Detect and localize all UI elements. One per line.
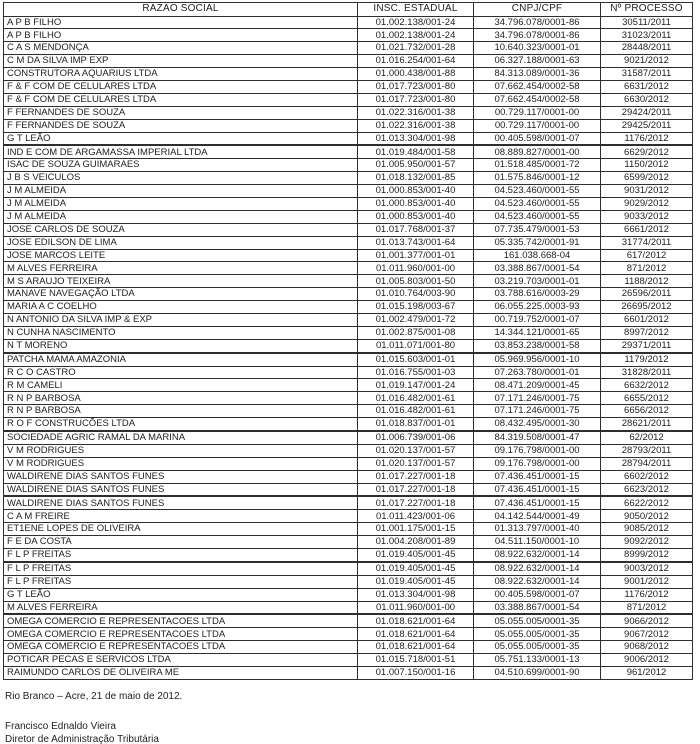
cell-razao-social: F & F COM DE CELULARES LTDA [4, 93, 358, 106]
cell-insc-estadual: 01.002.479/001-72 [358, 313, 474, 326]
cell-razao-social: F FERNANDES DE SOUZA [4, 106, 358, 119]
cell-cnpj-cpf: 01.575.846/0001-12 [474, 172, 601, 185]
cell-processo: 28793/2011 [601, 444, 693, 457]
cell-cnpj-cpf: 07.735.479/0001-53 [474, 223, 601, 236]
cell-processo: 9029/2012 [601, 197, 693, 210]
cell-cnpj-cpf: 00.405.598/0001-07 [474, 132, 601, 145]
cell-processo: 29371/2011 [601, 339, 693, 352]
cell-razao-social: G T LEÃO [4, 132, 358, 145]
table-row [4, 523, 693, 536]
cell-cnpj-cpf: 04.523.460/0001-55 [474, 197, 601, 210]
cell-razao-social: OMEGA COMERCIO E REPRESENTACOES LTDA [4, 628, 358, 641]
table-row [4, 145, 693, 158]
cell-razao-social: M S ARAUJO TEIXEIRA [4, 275, 358, 288]
cell-processo: 29424/2011 [601, 106, 693, 119]
table-row [4, 172, 693, 185]
cell-insc-estadual: 01.020.137/001-57 [358, 444, 474, 457]
cell-cnpj-cpf: 14.344.121/0001-65 [474, 326, 601, 339]
cell-processo: 9066/2012 [601, 614, 693, 627]
table-row [4, 275, 693, 288]
cell-cnpj-cpf: 03.788.616/0003-29 [474, 288, 601, 301]
table-row [4, 132, 693, 145]
cell-cnpj-cpf: 34.796.078/0001-86 [474, 16, 601, 29]
cell-processo: 1176/2012 [601, 132, 693, 145]
table-body [4, 16, 693, 679]
cell-cnpj-cpf: 07.436.451/0001-15 [474, 496, 601, 509]
cell-razao-social: R M CAMELI [4, 379, 358, 392]
cell-cnpj-cpf: 07.436.451/0001-15 [474, 470, 601, 483]
cell-insc-estadual: 01.017.227/001-18 [358, 470, 474, 483]
cell-razao-social: J M ALMEIDA [4, 210, 358, 223]
table-row [4, 614, 693, 627]
cell-processo: 9068/2012 [601, 641, 693, 654]
cell-processo: 28621/2011 [601, 418, 693, 431]
table-row [4, 210, 693, 223]
cell-processo: 871/2012 [601, 601, 693, 614]
cell-processo: 26596/2011 [601, 288, 693, 301]
cell-razao-social: ISAC DE SOUZA GUIMARAES [4, 159, 358, 172]
cell-insc-estadual: 01.019.405/001-45 [358, 562, 474, 575]
cell-insc-estadual: 01.002.875/001-08 [358, 326, 474, 339]
cell-insc-estadual: 01.016.254/001-64 [358, 55, 474, 68]
table-row [4, 223, 693, 236]
document-footer [5, 691, 700, 744]
cell-razao-social: R N P BARBOSA [4, 405, 358, 418]
cell-insc-estadual: 01.019.147/001-24 [358, 379, 474, 392]
cell-cnpj-cpf: 08.922.632/0001-14 [474, 549, 601, 562]
cell-processo: 29425/2011 [601, 119, 693, 132]
cell-cnpj-cpf: 04.142.544/0001-49 [474, 510, 601, 523]
cell-razao-social: R N P BARBOSA [4, 392, 358, 405]
cell-razao-social: M ALVES FERREIRA [4, 262, 358, 275]
table-row [4, 93, 693, 106]
cell-processo: 871/2012 [601, 262, 693, 275]
cell-cnpj-cpf: 05.335.742/0001-91 [474, 236, 601, 249]
cell-processo: 8997/2012 [601, 326, 693, 339]
cell-processo: 9001/2012 [601, 575, 693, 588]
process-table [3, 2, 693, 680]
cell-insc-estadual: 01.019.405/001-45 [358, 575, 474, 588]
cell-cnpj-cpf: 00.719.752/0001-07 [474, 313, 601, 326]
cell-insc-estadual: 01.017.723/001-80 [358, 80, 474, 93]
table-row [4, 431, 693, 444]
cell-razao-social: J B S VEICULOS [4, 172, 358, 185]
table-row [4, 562, 693, 575]
cell-razao-social: RAIMUNDO CARLOS DE OLIVEIRA ME [4, 667, 358, 680]
cell-cnpj-cpf: 08.432.495/0001-30 [474, 418, 601, 431]
table-row [4, 55, 693, 68]
cell-razao-social: A P B FILHO [4, 29, 358, 42]
cell-cnpj-cpf: 01.518.485/0001-72 [474, 159, 601, 172]
table-row [4, 29, 693, 42]
cell-razao-social: IND E COM DE ARGAMASSA IMPERIAL LTDA [4, 145, 358, 158]
cell-cnpj-cpf: 07.436.451/0001-15 [474, 483, 601, 496]
cell-insc-estadual: 01.016.482/001-61 [358, 392, 474, 405]
table-row [4, 405, 693, 418]
cell-insc-estadual: 01.001.377/001-01 [358, 249, 474, 262]
cell-cnpj-cpf: 10.640.323/0001-01 [474, 42, 601, 55]
cell-insc-estadual: 01.005.803/001-50 [358, 275, 474, 288]
column-header-razao-social: RAZÃO SOCIAL [4, 3, 358, 17]
table-row [4, 641, 693, 654]
cell-processo: 31023/2011 [601, 29, 693, 42]
table-row [4, 392, 693, 405]
cell-razao-social: C A S MENDONÇA [4, 42, 358, 55]
cell-processo: 6601/2012 [601, 313, 693, 326]
cell-insc-estadual: 01.004.208/001-89 [358, 536, 474, 549]
cell-insc-estadual: 01.011.071/001-80 [358, 339, 474, 352]
place-date-line: Rio Branco – Acre, 21 de maio de 2012. [5, 690, 183, 702]
cell-processo: 31828/2011 [601, 366, 693, 379]
table-row [4, 366, 693, 379]
cell-cnpj-cpf: 05.751.133/0001-13 [474, 654, 601, 667]
cell-cnpj-cpf: 08.922.632/0001-14 [474, 562, 601, 575]
cell-insc-estadual: 01.015.198/003-67 [358, 301, 474, 314]
cell-razao-social: J M ALMEIDA [4, 197, 358, 210]
cell-razao-social: C A M FREIRE [4, 510, 358, 523]
table-row [4, 470, 693, 483]
cell-cnpj-cpf: 161.038.668-04 [474, 249, 601, 262]
cell-processo: 28794/2011 [601, 457, 693, 470]
cell-cnpj-cpf: 07.171.246/0001-75 [474, 405, 601, 418]
table-row [4, 159, 693, 172]
cell-cnpj-cpf: 04.510.699/0001-90 [474, 667, 601, 680]
table-row [4, 549, 693, 562]
table-row [4, 288, 693, 301]
cell-razao-social: WALDIRENE DIAS SANTOS FUNES [4, 470, 358, 483]
cell-cnpj-cpf: 03.388.867/0001-54 [474, 601, 601, 614]
cell-processo: 6632/2012 [601, 379, 693, 392]
cell-cnpj-cpf: 04.511.150/0001-10 [474, 536, 601, 549]
cell-processo: 9003/2012 [601, 562, 693, 575]
table-row [4, 654, 693, 667]
cell-processo: 28448/2011 [601, 42, 693, 55]
cell-cnpj-cpf: 00.405.598/0001-07 [474, 588, 601, 601]
cell-cnpj-cpf: 04.523.460/0001-55 [474, 185, 601, 198]
cell-insc-estadual: 01.017.723/001-80 [358, 93, 474, 106]
cell-processo: 9021/2012 [601, 55, 693, 68]
cell-processo: 961/2012 [601, 667, 693, 680]
cell-razao-social: F & F COM DE CELULARES LTDA [4, 80, 358, 93]
cell-insc-estadual: 01.016.755/001-03 [358, 366, 474, 379]
cell-insc-estadual: 01.018.132/001-85 [358, 172, 474, 185]
table-row [4, 313, 693, 326]
cell-processo: 9033/2012 [601, 210, 693, 223]
cell-cnpj-cpf: 03.853.238/0001-58 [474, 339, 601, 352]
cell-processo: 6661/2012 [601, 223, 693, 236]
cell-cnpj-cpf: 08.471.209/0001-45 [474, 379, 601, 392]
cell-insc-estadual: 01.017.227/001-18 [358, 483, 474, 496]
cell-razao-social: A P B FILHO [4, 16, 358, 29]
table-row [4, 457, 693, 470]
cell-processo: 6623/2012 [601, 483, 693, 496]
cell-processo: 1176/2012 [601, 588, 693, 601]
cell-cnpj-cpf: 84.319.508/0001-47 [474, 431, 601, 444]
cell-processo: 9092/2012 [601, 536, 693, 549]
cell-razao-social: C M DA SILVA IMP EXP [4, 55, 358, 68]
table-row [4, 236, 693, 249]
column-header-processo: Nº PROCESSO [601, 3, 693, 17]
cell-razao-social: G T LEÃO [4, 588, 358, 601]
cell-processo: 62/2012 [601, 431, 693, 444]
cell-cnpj-cpf: 03.388.867/0001-54 [474, 262, 601, 275]
cell-razao-social: OMEGA COMERCIO E REPRESENTACOES LTDA [4, 614, 358, 627]
table-row [4, 326, 693, 339]
cell-cnpj-cpf: 09.176.798/0001-00 [474, 444, 601, 457]
cell-insc-estadual: 01.022.316/001-38 [358, 119, 474, 132]
cell-razao-social: R C O CASTRO [4, 366, 358, 379]
table-row [4, 42, 693, 55]
signer-name: Francisco Ednaldo Vieira [5, 720, 116, 732]
cell-razao-social: MARIA A C COELHO [4, 301, 358, 314]
cell-insc-estadual: 01.000.853/001-40 [358, 185, 474, 198]
cell-insc-estadual: 01.000.438/001-88 [358, 68, 474, 81]
cell-insc-estadual: 01.013.304/001-98 [358, 132, 474, 145]
cell-insc-estadual: 01.006.739/001-06 [358, 431, 474, 444]
cell-razao-social: F L P FREITAS [4, 562, 358, 575]
cell-razao-social: N ANTONIO DA SILVA IMP & EXP [4, 313, 358, 326]
cell-processo: 31774/2011 [601, 236, 693, 249]
cell-processo: 1179/2012 [601, 353, 693, 366]
cell-cnpj-cpf: 09.176.798/0001-00 [474, 457, 601, 470]
table-row [4, 667, 693, 680]
cell-processo: 6629/2012 [601, 145, 693, 158]
table-row [4, 496, 693, 509]
cell-razao-social: V M RODRIGUES [4, 457, 358, 470]
cell-razao-social: N T MORENO [4, 339, 358, 352]
table-row [4, 106, 693, 119]
cell-processo: 6622/2012 [601, 496, 693, 509]
cell-cnpj-cpf: 07.171.246/0001-75 [474, 392, 601, 405]
cell-razao-social: JOSE EDILSON DE LIMA [4, 236, 358, 249]
cell-insc-estadual: 01.000.853/001-40 [358, 197, 474, 210]
table-row [4, 601, 693, 614]
table-row [4, 197, 693, 210]
cell-processo: 9050/2012 [601, 510, 693, 523]
cell-insc-estadual: 01.005.950/001-57 [358, 159, 474, 172]
cell-processo: 9006/2012 [601, 654, 693, 667]
table-row [4, 249, 693, 262]
cell-processo: 6655/2012 [601, 392, 693, 405]
cell-processo: 6656/2012 [601, 405, 693, 418]
cell-insc-estadual: 01.015.603/001-01 [358, 353, 474, 366]
table-row [4, 68, 693, 81]
table-row [4, 119, 693, 132]
table-row [4, 510, 693, 523]
cell-cnpj-cpf: 07.263.780/0001-01 [474, 366, 601, 379]
cell-processo: 6631/2012 [601, 80, 693, 93]
cell-insc-estadual: 01.017.227/001-18 [358, 496, 474, 509]
cell-insc-estadual: 01.020.137/001-57 [358, 457, 474, 470]
cell-cnpj-cpf: 05.055.005/0001-35 [474, 628, 601, 641]
cell-insc-estadual: 01.007.150/001-16 [358, 667, 474, 680]
table-row [4, 418, 693, 431]
cell-insc-estadual: 01.011.960/001-00 [358, 262, 474, 275]
cell-razao-social: POTICAR PECAS E SERVICOS LTDA [4, 654, 358, 667]
cell-insc-estadual: 01.017.768/001-37 [358, 223, 474, 236]
table-row [4, 575, 693, 588]
cell-razao-social: F E DA COSTA [4, 536, 358, 549]
cell-processo: 1188/2012 [601, 275, 693, 288]
cell-cnpj-cpf: 03.219.703/0001-01 [474, 275, 601, 288]
cell-cnpj-cpf: 08.922.632/0001-14 [474, 575, 601, 588]
table-row [4, 536, 693, 549]
cell-processo: 1150/2012 [601, 159, 693, 172]
cell-insc-estadual: 01.001.175/001-15 [358, 523, 474, 536]
table-header-row [4, 3, 693, 17]
cell-razao-social: PATCHA MAMA AMAZONIA [4, 353, 358, 366]
cell-razao-social: CONSTRUTORA AQUARIUS LTDA [4, 68, 358, 81]
cell-razao-social: JOSE MARCOS LEITE [4, 249, 358, 262]
table-row [4, 353, 693, 366]
cell-cnpj-cpf: 05.055.005/0001-35 [474, 614, 601, 627]
cell-insc-estadual: 01.018.621/001-64 [358, 641, 474, 654]
cell-cnpj-cpf: 06.327.188/0001-63 [474, 55, 601, 68]
cell-razao-social: OMEGA COMERCIO E REPRESENTACOES LTDA [4, 641, 358, 654]
cell-insc-estadual: 01.002.138/001-24 [358, 29, 474, 42]
table-row [4, 588, 693, 601]
cell-cnpj-cpf: 08.889.827/0001-00 [474, 145, 601, 158]
cell-cnpj-cpf: 00.729.117/0001-00 [474, 106, 601, 119]
cell-cnpj-cpf: 05.969.956/0001-10 [474, 353, 601, 366]
cell-razao-social: N CUNHA NASCIMENTO [4, 326, 358, 339]
cell-insc-estadual: 01.016.482/001-61 [358, 405, 474, 418]
cell-insc-estadual: 01.015.718/001-51 [358, 654, 474, 667]
table-row [4, 185, 693, 198]
column-header-insc-estadual: INSC. ESTADUAL [358, 3, 474, 17]
cell-insc-estadual: 01.018.621/001-64 [358, 614, 474, 627]
cell-insc-estadual: 01.002.138/001-24 [358, 16, 474, 29]
table-row [4, 444, 693, 457]
cell-processo: 9067/2012 [601, 628, 693, 641]
cell-razao-social: SOCIEDADE AGRIC RAMAL DA MARINA [4, 431, 358, 444]
cell-razao-social: JOSE CARLOS DE SOUZA [4, 223, 358, 236]
cell-processo: 31587/2011 [601, 68, 693, 81]
signer-title: Diretor de Administração Tributária [5, 733, 159, 744]
cell-processo: 6599/2012 [601, 172, 693, 185]
table-row [4, 80, 693, 93]
cell-insc-estadual: 01.022.316/001-38 [358, 106, 474, 119]
cell-razao-social: F L P FREITAS [4, 549, 358, 562]
cell-razao-social: F FERNANDES DE SOUZA [4, 119, 358, 132]
cell-insc-estadual: 01.021.732/001-28 [358, 42, 474, 55]
cell-processo: 6630/2012 [601, 93, 693, 106]
cell-razao-social: R O F CONSTRUCÕES LTDA [4, 418, 358, 431]
table-row [4, 301, 693, 314]
cell-insc-estadual: 01.011.960/001-00 [358, 601, 474, 614]
table-row [4, 628, 693, 641]
cell-cnpj-cpf: 34.796.078/0001-86 [474, 29, 601, 42]
cell-insc-estadual: 01.019.484/001-58 [358, 145, 474, 158]
table-row [4, 262, 693, 275]
cell-cnpj-cpf: 00.729.117/0001-00 [474, 119, 601, 132]
cell-cnpj-cpf: 07.662.454/0002-58 [474, 93, 601, 106]
cell-razao-social: ET1ENE LOPES DE OLIVEIRA [4, 523, 358, 536]
cell-processo: 26695/2012 [601, 301, 693, 314]
cell-cnpj-cpf: 84.313.089/0001-36 [474, 68, 601, 81]
cell-razao-social: V M RODRIGUES [4, 444, 358, 457]
cell-insc-estadual: 01.013.304/001-98 [358, 588, 474, 601]
cell-processo: 8999/2012 [601, 549, 693, 562]
cell-insc-estadual: 01.018.837/001-01 [358, 418, 474, 431]
cell-razao-social: MANAVE NAVEGAÇÃO LTDA [4, 288, 358, 301]
cell-processo: 6602/2012 [601, 470, 693, 483]
cell-cnpj-cpf: 01.313.797/0001-40 [474, 523, 601, 536]
cell-processo: 30511/2011 [601, 16, 693, 29]
cell-insc-estadual: 01.010.764/003-90 [358, 288, 474, 301]
cell-processo: 617/2012 [601, 249, 693, 262]
cell-insc-estadual: 01.018.621/001-64 [358, 628, 474, 641]
cell-insc-estadual: 01.011.423/001-06 [358, 510, 474, 523]
table-row [4, 483, 693, 496]
cell-processo: 9031/2012 [601, 185, 693, 198]
cell-razao-social: WALDIRENE DIAS SANTOS FUNES [4, 483, 358, 496]
cell-razao-social: M ALVES FERREIRA [4, 601, 358, 614]
column-header-cnpj-cpf: CNPJ/CPF [474, 3, 601, 17]
cell-insc-estadual: 01.000.853/001-40 [358, 210, 474, 223]
cell-cnpj-cpf: 06.055.225.0003-93 [474, 301, 601, 314]
table-row [4, 16, 693, 29]
cell-insc-estadual: 01.019.405/001-45 [358, 549, 474, 562]
table-row [4, 339, 693, 352]
cell-cnpj-cpf: 04.523.460/0001-55 [474, 210, 601, 223]
cell-cnpj-cpf: 07.662.454/0002-58 [474, 80, 601, 93]
table-row [4, 379, 693, 392]
cell-processo: 9085/2012 [601, 523, 693, 536]
cell-cnpj-cpf: 05.055.005/0001-35 [474, 641, 601, 654]
cell-razao-social: F L P FREITAS [4, 575, 358, 588]
cell-razao-social: J M ALMEIDA [4, 185, 358, 198]
cell-insc-estadual: 01.013.743/001-64 [358, 236, 474, 249]
cell-razao-social: WALDIRENE DIAS SANTOS FUNES [4, 496, 358, 509]
